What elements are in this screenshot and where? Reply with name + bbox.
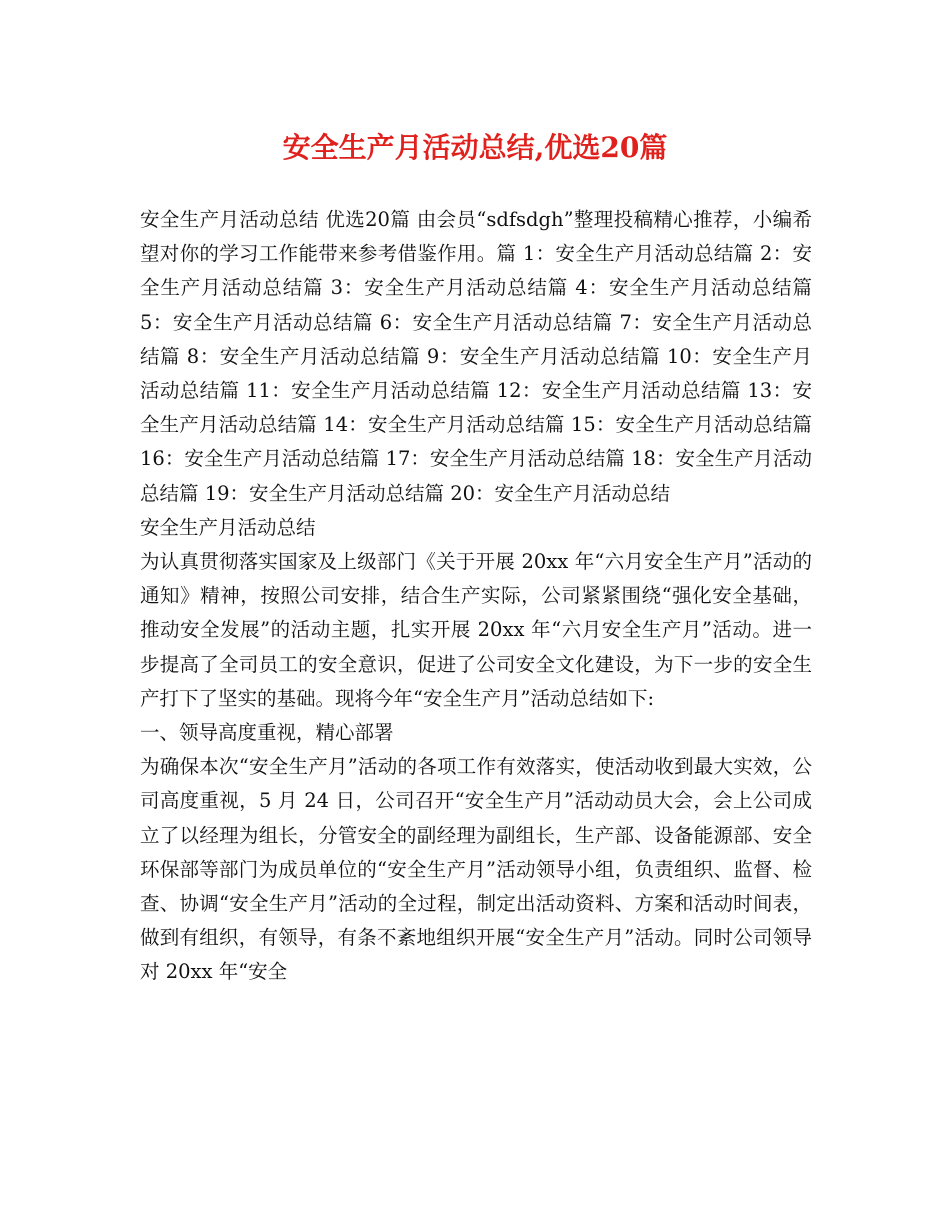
paragraph-1: 为认真贯彻落实国家及上级部门《关于开展 20xx 年“六月安全生产月”活动的通知》精神，按照公司安排，结合生产实际，公司紧紧围绕“强化安全基础，推动安全发展”的活动主题，扎实开展 20xx 年“六月安全生产月”活动。进一步提高了全司员工的安全意识，促进了公司安全文化建设，为下一步的安全生产打下了坚实的基础。现将今年“安全生产月”活动总结如下: — [140, 550, 812, 710]
section-subtitle: 安全生产月活动总结 — [140, 515, 316, 539]
document-body — [140, 203, 812, 990]
intro-paragraph: 安全生产月活动总结 优选20篇 由会员“sdfsdgh”整理投稿精心推荐，小编希望对你的学习工作能带来参考借鉴作用。篇 1：安全生产月活动总结篇 2：安全生产月活动总结篇 3：安全生产月活动总结篇 4：安全生产月活动总结篇 5：安全生产月活动总结篇 6：安全生产月活动总结篇 7：安全生产月活动总结篇 8：安全生产月活动总结篇 9：安全生产月活动总结篇 10：安全生产月活动总结篇 11：安全生产月活动总结篇 12：安全生产月活动总结篇 13：安全生产月活动总结篇 14：安全生产月活动总结篇 15：安全生产月活动总结篇 16：安全生产月活动总结篇 17：安全生产月活动总结篇 18：安全生产月活动总结篇 19：安全生产月活动总结篇 20：安全生产月活动总结 — [140, 208, 812, 505]
paragraph-2: 为确保本次“安全生产月”活动的各项工作有效落实，使活动收到最大实效，公司高度重视，5 月 24 日，公司召开“安全生产月”活动动员大会，会上公司成立了以经理为组长，分管安全的副经理为副组长，生产部、设备能源部、安全环保部等部门为成员单位的“安全生产月”活动领导小组，负责组织、监督、检查、协调“安全生产月”活动的全过程，制定出活动资料、方案和活动时间表，做到有组织，有领导，有条不紊地组织开展“安全生产月”活动。同时公司领导对 20xx 年“安全 — [140, 755, 812, 984]
section-1-heading: 一、领导高度重视，精心部署 — [140, 721, 394, 745]
document-title: 安全生产月活动总结,优选20篇 — [282, 131, 668, 164]
